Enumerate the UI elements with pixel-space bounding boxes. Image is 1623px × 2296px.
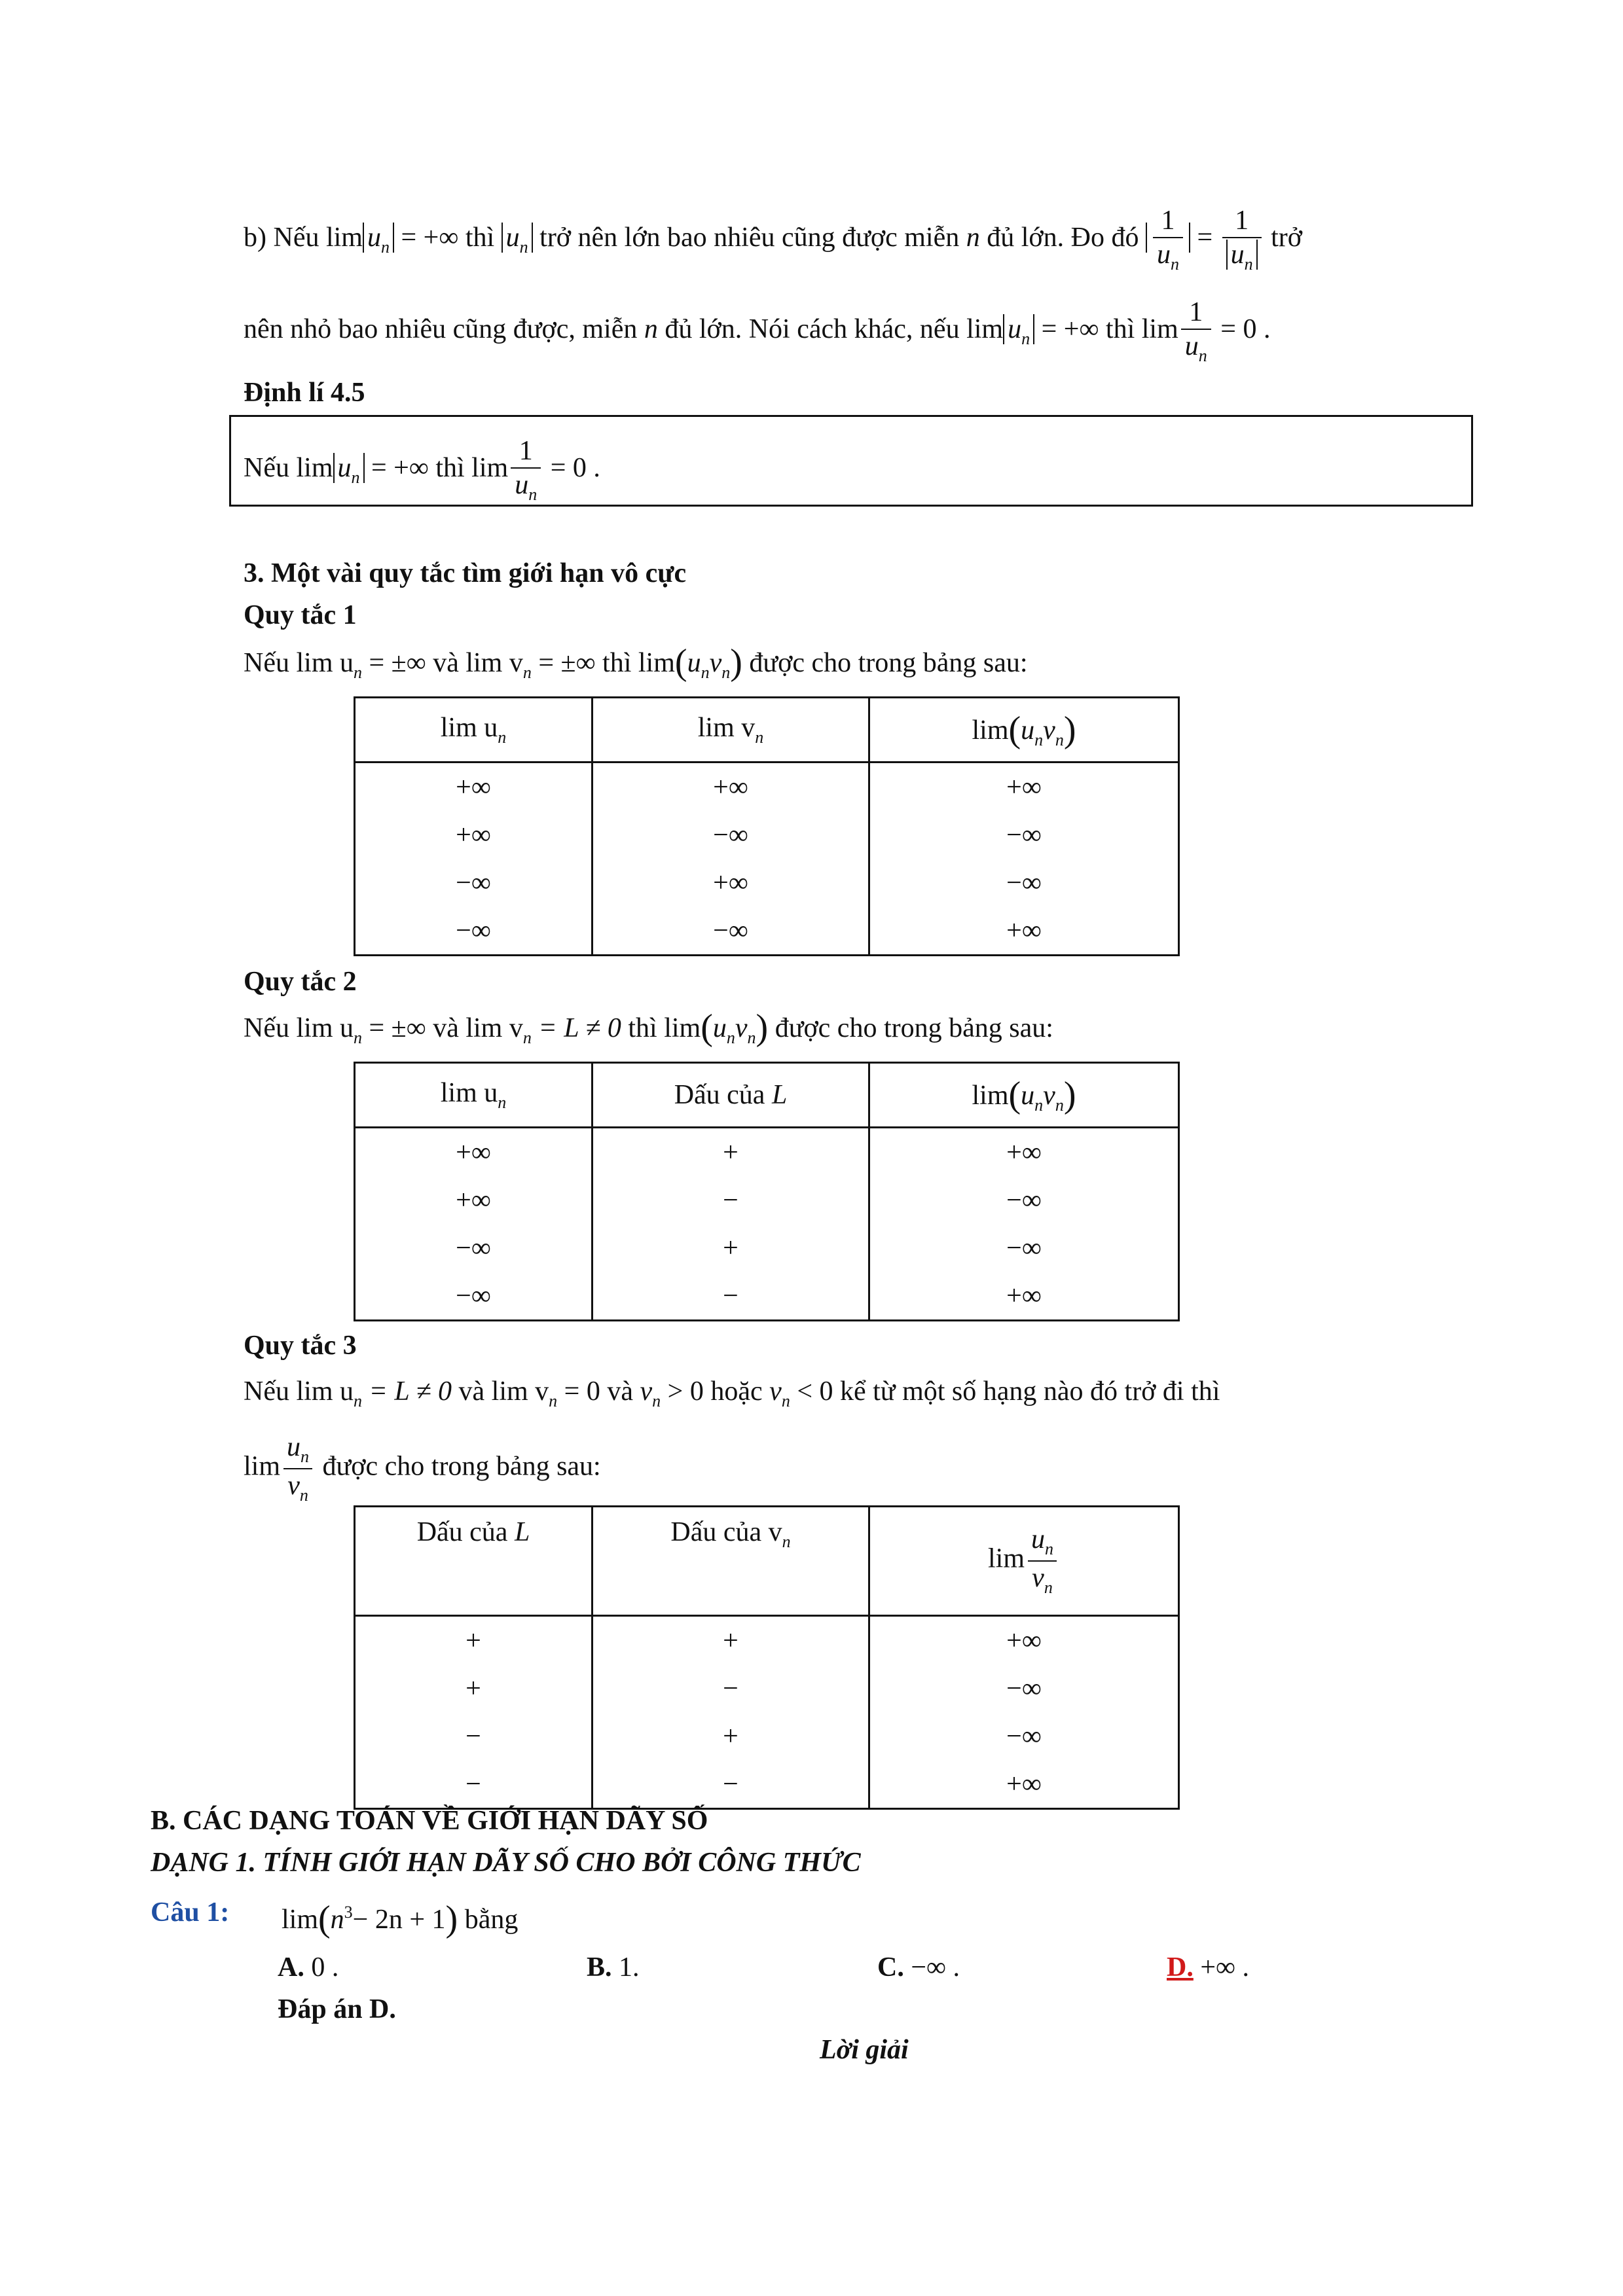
table-row: +∞ + +∞: [355, 1128, 1179, 1177]
table-row: −∞ +∞ −∞: [355, 859, 1179, 906]
table-row: +∞ −∞ −∞: [355, 811, 1179, 859]
table-row: +∞ − −∞: [355, 1176, 1179, 1224]
para-b-line1: b) Nếu $\lim u_n$ = +∞ thì $u_n$ trở nên lớn bao nhiêu cũng được miễn n đủ lớn. Đo đó $\frac{1}{u_n}$ = $\frac{1}{u_n}$ trở: [244, 206, 1303, 274]
rule2-table: $\lim u_n$ Dấu của L $\lim(u_nv_n)$ +∞ + +∞ +∞ − −∞ −∞ + −∞ −∞ − +∞: [354, 1062, 1180, 1321]
question1-expr: $\lim(n^3- 2n + 1)$ bằng: [282, 1899, 519, 1939]
answer-text: Đáp án D.: [278, 1994, 396, 2024]
rule2-text: Nếu $\lim u_n$ = ±∞ và $\lim v_n = L \ne 0$ thì $\lim(u_nv_n)$ được cho trong bảng sau:: [244, 1007, 1053, 1048]
table-row: −∞ + −∞: [355, 1224, 1179, 1272]
option-d[interactable]: D. +∞ .: [1167, 1952, 1249, 1982]
sectionB-title: B. CÁC DẠNG TOÁN VỀ GIỚI HẠN DÃY SỐ: [151, 1806, 708, 1836]
rule3-title: Quy tắc 3: [244, 1331, 357, 1361]
solution-heading: Lời giải: [820, 2035, 909, 2065]
header-lim-vn: $\lim v_n$: [593, 698, 869, 762]
header-lim-unvn: $\lim(u_nv_n)$: [869, 698, 1179, 762]
header-lim-un: $\lim u_n$: [355, 698, 593, 762]
para-b-line2: nên nhỏ bao nhiêu cũng được, miễn n đủ lớn. Nói cách khác, nếu $\lim u_n$ = +∞ thì lim $\frac{1}{u_n}$ = 0 .: [244, 297, 1271, 365]
table-row: + + +∞: [355, 1616, 1179, 1665]
table-row: − − +∞: [355, 1760, 1179, 1809]
option-a[interactable]: A. 0 .: [278, 1952, 339, 1982]
theorem-title: Định lí 4.5: [244, 378, 365, 408]
option-b[interactable]: B. 1.: [587, 1952, 640, 1982]
lim: lim: [325, 223, 363, 253]
table-row: −∞ − +∞: [355, 1272, 1179, 1321]
para-b-prefix: b) Nếu: [244, 223, 319, 253]
rule3-text2: lim $\frac{u_n}{v_n}$ được cho trong bảng sau:: [244, 1432, 601, 1505]
rule1-text: Nếu $\lim u_n$ = ±∞ và $\lim v_n$ = ±∞ thì $\lim(u_nv_n)$ được cho trong bảng sau:: [244, 642, 1028, 683]
rule1-table: [354, 696, 1180, 956]
section3-title: 3. Một vài quy tắc tìm giới hạn vô cực: [244, 558, 687, 588]
table-row: −∞ −∞ +∞: [355, 906, 1179, 956]
table-row: + − −∞: [355, 1664, 1179, 1712]
sectionB-subtitle: DẠNG 1. TÍNH GIỚI HẠN DÃY SỐ CHO BỞI CÔNG THỨC: [151, 1848, 861, 1878]
rule3-text: Nếu $\lim u_n = L \ne 0$ và $\lim v_n = 0$ và $v_n > 0$ hoặc $v_n < 0$ kể từ một số hạng nào đó trở đi thì: [244, 1376, 1220, 1410]
question1-label: Câu 1:: [151, 1897, 230, 1928]
option-c[interactable]: C. −∞ .: [877, 1952, 960, 1982]
rule1-title: Quy tắc 1: [244, 600, 357, 630]
theorem-text: Nếu $\lim u_n$ = +∞ thì lim $\frac{1}{u_n}$ = 0 .: [244, 436, 600, 504]
rule2-title: Quy tắc 2: [244, 967, 357, 997]
rule3-table: Dấu của L Dấu của $v_n$ lim $\frac{u_n}{v_n}$ + + +∞ + − −∞ − + −∞ − − +∞: [354, 1505, 1180, 1810]
table-row: − + −∞: [355, 1712, 1179, 1760]
table-row: +∞ +∞ +∞: [355, 762, 1179, 812]
